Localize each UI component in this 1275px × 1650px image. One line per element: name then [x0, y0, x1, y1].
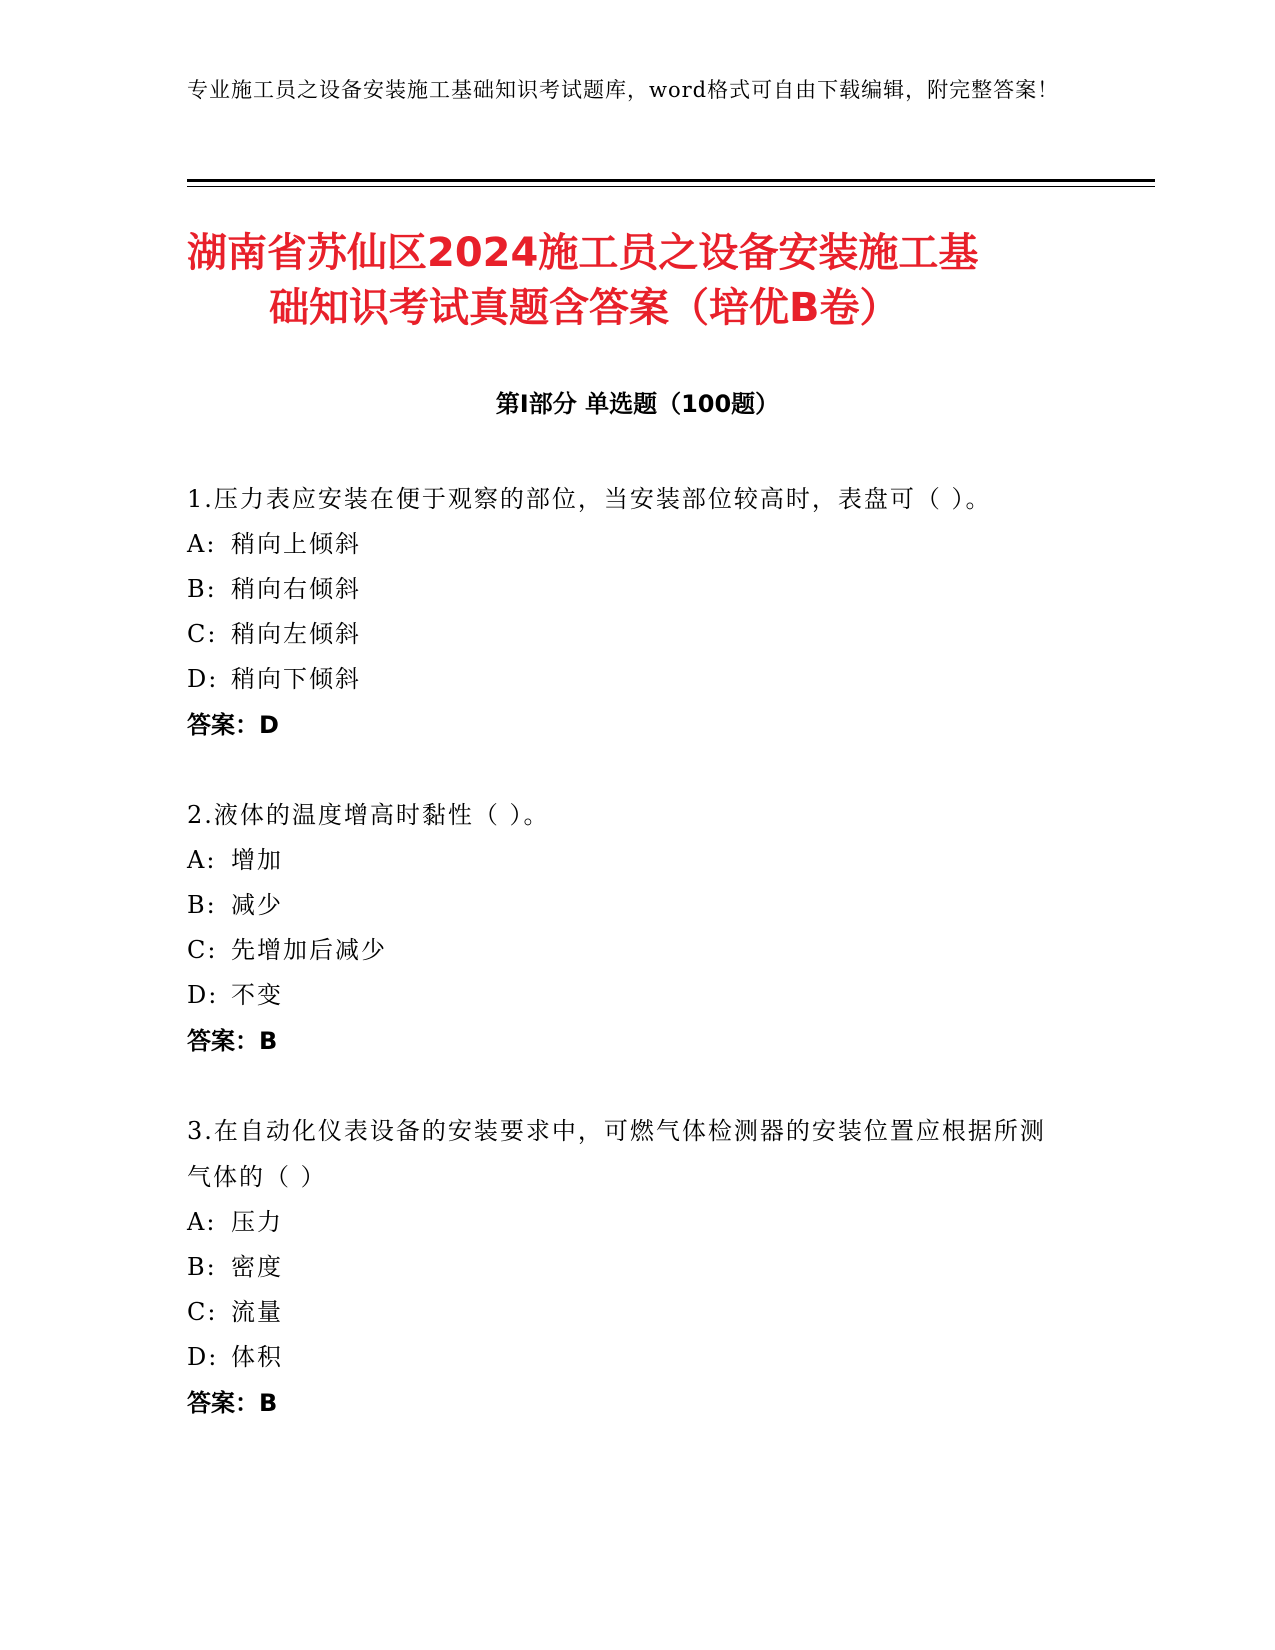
option-key: B:: [187, 891, 217, 919]
option-key: D:: [187, 981, 219, 1009]
document-title: [187, 226, 1087, 336]
option-b: [187, 883, 1067, 928]
option-key: A:: [187, 530, 217, 558]
option-text: 稍向上倾斜: [231, 530, 361, 558]
header-rule-thick: [187, 179, 1155, 182]
section-title: 第I部分 单选题（100题）: [495, 390, 780, 418]
answer: 答案：B: [187, 1027, 278, 1055]
option-c: [187, 1290, 1067, 1335]
option-text: 不变: [231, 981, 283, 1009]
option-text: 增加: [231, 846, 283, 874]
option-key: B:: [187, 575, 217, 603]
option-a: [187, 1200, 1067, 1245]
option-a: [187, 838, 1067, 883]
option-key: A:: [187, 846, 217, 874]
question-2: [187, 792, 1067, 1064]
option-text: 流量: [231, 1298, 283, 1326]
option-d: [187, 657, 1067, 702]
header-note: 专业施工员之设备安装施工基础知识考试题库，word格式可自由下载编辑，附完整答案！: [187, 78, 1060, 102]
option-text: 先增加后减少: [231, 936, 387, 964]
option-c: [187, 928, 1067, 973]
option-b: [187, 567, 1067, 612]
option-key: B:: [187, 1253, 217, 1281]
option-text: 稍向右倾斜: [231, 575, 361, 603]
question-stem: 2.液体的温度增高时黏性（ ）。: [187, 801, 550, 829]
document-title-line1: 湖南省苏仙区2024施工员之设备安装施工基: [187, 230, 979, 276]
question-stem: 3.在自动化仪表设备的安装要求中，可燃气体检测器的安装位置应根据所测气体的（ ）: [187, 1117, 1046, 1191]
header-rule-thin: [187, 186, 1155, 187]
answer: 答案：D: [187, 711, 279, 739]
option-d: [187, 1335, 1067, 1380]
option-key: C:: [187, 1298, 218, 1326]
question-list: [187, 476, 1067, 1470]
question-1: [187, 476, 1067, 748]
option-b: [187, 1245, 1067, 1290]
option-text: 密度: [231, 1253, 283, 1281]
question-stem: 1.压力表应安装在便于观察的部位，当安装部位较高时，表盘可（ ）。: [187, 485, 992, 513]
option-text: 稍向左倾斜: [231, 620, 361, 648]
option-key: C:: [187, 620, 218, 648]
option-text: 体积: [231, 1343, 283, 1371]
option-key: C:: [187, 936, 218, 964]
option-d: [187, 973, 1067, 1018]
option-a: [187, 522, 1067, 567]
option-text: 减少: [231, 891, 283, 919]
answer: 答案：B: [187, 1389, 278, 1417]
option-key: D:: [187, 1343, 219, 1371]
question-3: [187, 1108, 1067, 1426]
option-key: A:: [187, 1208, 217, 1236]
option-key: D:: [187, 665, 219, 693]
option-text: 压力: [231, 1208, 283, 1236]
document-title-line2: 础知识考试真题含答案（培优B卷）: [269, 285, 900, 331]
option-text: 稍向下倾斜: [231, 665, 361, 693]
option-c: [187, 612, 1067, 657]
